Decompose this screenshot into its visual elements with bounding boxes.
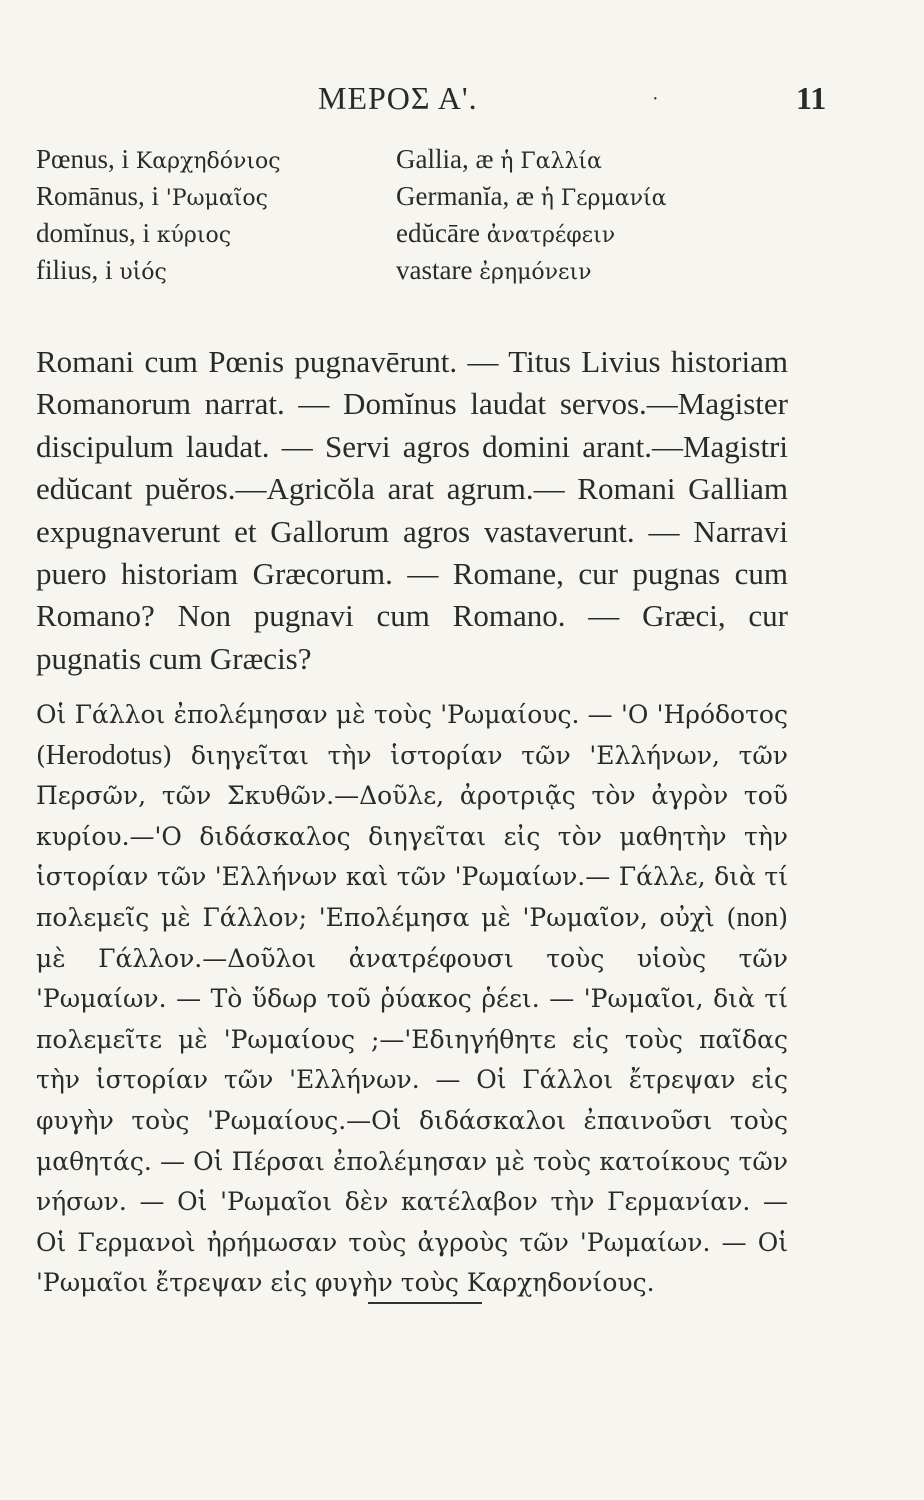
vocab-greek: Καρχηδόνιος [135, 149, 281, 174]
latin-exercise-paragraph: Romani cum Pœnis pugnavērunt. — Titus Livius historiam Romanorum narrat. — Domĭnus laudat servos.—Magister discipulum laudat. — Servi agros domini arant.—Magistri edŭcant puĕros.—Agricŏla arat agrum.— Romani Galliam expugnaverunt et Gallorum agros vastaverunt. — Narravi puero historiam Græcorum. — Romane, cur pugnas cum Romano? Non pugnavi cum Romano. — Græci, cur pugnatis cum Græcis? [36, 344, 788, 676]
latin-gloss: Herodotus [45, 739, 163, 771]
vocab-item [36, 179, 396, 216]
vocab-greek: 'Ρωμαῖος [165, 186, 268, 211]
vocab-latin: Romānus, i [36, 181, 160, 211]
vocab-latin: vastare [396, 255, 473, 285]
vocab-greek: κύριος [156, 223, 232, 248]
vocab-greek: ἀνατρέφειν [486, 223, 616, 248]
page-number: 11 [796, 80, 827, 116]
vocab-item [396, 142, 876, 179]
vocab-latin: Gallia, æ [396, 144, 494, 174]
greek-exercise-paragraph [36, 695, 788, 1304]
vocab-item [396, 216, 876, 253]
latin-gloss: non [736, 901, 779, 933]
vocabulary-list [36, 142, 896, 290]
vocab-item [36, 142, 396, 179]
greek-text-part: ) διηγεῖται τὴν ἱστορίαν τῶν 'Ελλήνων, τῶν Περσῶν, τῶν Σκυθῶν.—Δοῦλε, ἀροτριᾷς τὸν ἀγρὸν τοῦ κυρίου.—'Ο διδάσκαλος διηγεῖται εἰς τὸν μαθητὴν τὴν ἱστορίαν τῶν 'Ελλήνων καὶ τῶν 'Ρωμαίων.— Γάλλε, διὰ τί πολεμεῖς μὲ Γάλλον; 'Επολέμησα μὲ 'Ρωμαῖον, οὐχὶ ( [36, 740, 788, 932]
vocab-greek: ἡ Γερμανία [540, 186, 667, 211]
vocab-item [36, 253, 396, 290]
header-dot: · [652, 88, 659, 110]
vocab-item [36, 216, 396, 253]
vocab-greek: ἡ Γαλλία [500, 149, 602, 174]
page-header [0, 80, 924, 120]
greek-text-part: ) μὲ Γάλλον.—Δοῦλοι ἀνατρέφουσι τοὺς υἱοὺς τῶν 'Ρωμαίων. — Τὸ ὕδωρ τοῦ ῥύακος ῥέει. — 'Ρωμαῖοι, διὰ τί πολεμεῖτε μὲ 'Ρωμαίους ;—'Εδιηγήθητε εἰς τοὺς παῖδας τὴν ἱστορίαν τῶν 'Ελλήνων. — Οἱ Γάλλοι ἔτρεψαν εἰς φυγὴν τοὺς 'Ρωμαίους.—Οἱ διδάσκαλοι ἐπαινοῦσι τοὺς μαθητάς. — Οἱ Πέρσαι ἐπολέμησαν μὲ τοὺς κατοίκους τῶν νήσων. — Οἱ 'Ρωμαῖοι δὲν κατέλαβον τὴν Γερμανίαν. — Οἱ Γερμανοὶ ἠρήμωσαν τοὺς ἀγροὺς τῶν 'Ρωμαίων. — Οἱ 'Ρωμαῖοι ἔτρεψαν εἰς φυγὴν τοὺς Καρχηδονίους. [36, 902, 788, 1298]
vocab-latin: edŭcāre [396, 218, 480, 248]
vocab-column-left [36, 142, 396, 290]
vocab-column-right [396, 142, 876, 290]
vocab-greek: υἱός [119, 260, 167, 285]
section-end-rule [368, 1302, 482, 1304]
running-title: ΜΕΡΟΣ Α'. [318, 80, 478, 116]
vocab-latin: Pœnus, i [36, 144, 130, 174]
vocab-latin: domĭnus, i [36, 218, 151, 248]
vocab-latin: filius, i [36, 255, 113, 285]
vocab-item [396, 253, 876, 290]
greek-text-part: Οἱ Γάλλοι ἐπολέμησαν μὲ τοὺς 'Ρωμαίους. — 'Ο 'Ηρόδοτος ( [36, 700, 788, 770]
vocab-latin: Germanĭa, æ [396, 181, 534, 211]
vocab-greek: ἐρημόνειν [479, 260, 592, 285]
vocab-item [396, 179, 876, 216]
